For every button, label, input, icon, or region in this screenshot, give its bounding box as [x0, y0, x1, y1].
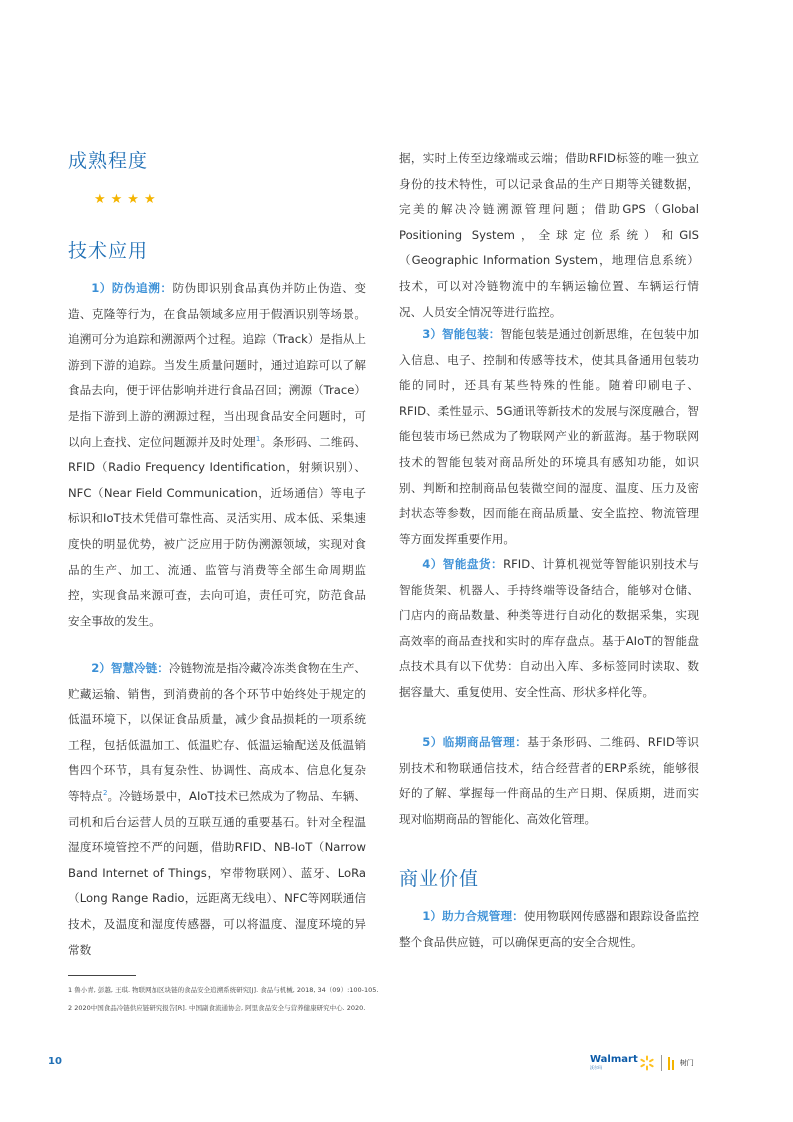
- walmart-logo: [590, 1055, 638, 1071]
- paragraph-smart-inventory: [399, 552, 699, 706]
- footnote-2: 2 2020中国食品冷链供应链研究报告[R]. 中国副食流通协会, 阿里食品安全与营养健康研究中心. 2020.: [68, 1004, 366, 1012]
- walmart-wordmark: Walmart: [590, 1054, 638, 1065]
- walmart-spark-icon: [639, 1055, 655, 1071]
- footnote-divider: [68, 975, 136, 976]
- paragraph-anti-counterfeit: [68, 276, 366, 634]
- maturity-stars: ★★★★: [94, 192, 161, 207]
- paragraph-lead: 3）智能包装：: [422, 327, 501, 341]
- paragraph-lead: 1）防伪追溯：: [91, 281, 173, 295]
- page-number: 10: [48, 1056, 62, 1067]
- paragraph-text: 智能包装是通过创新思维，在包装中加入信息、电子、控制和传感等技术，使其具备通用包装功能的同时，还具有某些特殊的性能。随着印刷电子、RFID、柔性显示、5G通讯等新技术的发展与深度融合，智能包装市场已然成为了物联网产业的新蓝海。基于物联网技术的智能包装对商品所处的环境具有感知功能，如识别、判断和控制商品包装微空间的湿度、温度、压力及密封状态等参数，因而能在商品质量、安全监控、物流管理等方面发挥重要作用。: [399, 327, 699, 546]
- paragraph-smart-packaging: [399, 322, 699, 552]
- paragraph-compliance: [399, 904, 699, 955]
- logo-divider: [661, 1055, 662, 1071]
- partner-bars-icon: [668, 1057, 674, 1070]
- footnote-1: 1 鲁小青, 彭越, 王琪. 物联网加区块链的食品安全追溯系统研究[J]. 食品与机械, 2018, 34（09）:100-105.: [68, 986, 379, 994]
- paragraph-lead: 5）临期商品管理：: [422, 735, 528, 749]
- walmart-subtitle: 沃尔玛: [590, 1065, 602, 1070]
- paragraph-lead: 2）智慧冷链：: [91, 661, 169, 675]
- partner-logo-text: 树门: [679, 1059, 694, 1067]
- paragraph-text: 。条形码、二维码、RFID（Radio Frequency Identification，射频识别）、NFC（Near Field Communication，近场通信）等电子标识和IoT技术凭借可靠性高、灵活实用、成本低、采集速度快的明显优势，被广泛应用于防伪溯源领域，实现对食品的生产、加工、流通、监管与消费等全部生命周期监控，实现食品来源可查，去向可追，责任可究，防范食品安全事故的发生。: [68, 434, 366, 628]
- paragraph-text: RFID、计算机视觉等智能识别技术与智能货架、机器人、手持终端等设备结合，能够对仓储、门店内的商品数量、种类等进行自动化的数据采集，实现高效率的商品查找和实时的库存盘点。基于AIoT的智能盘点技术具有以下优势：自动出入库、多标签同时读取、数据容量大、重复使用、安全性高、形状多样化等。: [399, 557, 699, 699]
- footnote-ref[interactable]: 2: [102, 789, 108, 798]
- paragraph-text: 冷链物流是指冷藏冷冻类食物在生产、贮藏运输、销售，到消费前的各个环节中始终处于规定的低温环境下，以保证食品质量，减少食品损耗的一项系统工程，包括低温加工、低温贮存、低温运输配送及低温销售四个环节，具有复杂性、协调性、高成本、信息化复杂等特点: [68, 661, 366, 803]
- maturity-title: 成熟程度: [68, 150, 149, 172]
- paragraph-text: 使用物联网传感器和跟踪设备监控整个食品供应链，可以确保更高的安全合规性。: [399, 909, 699, 949]
- paragraph-cold-chain: [68, 656, 366, 963]
- footnote-ref[interactable]: 1: [255, 434, 261, 443]
- paragraph-text: 基于条形码、二维码、RFID等识别技术和物联通信技术，结合经营者的ERP系统，能够很好的了解、掌握每一件商品的生产日期、保质期，进而实现对临期商品的智能化、高效化管理。: [399, 735, 699, 826]
- paragraph-cold-chain-cont: 据，实时上传至边缘端或云端；借助RFID标签的唯一独立身份的技术特性，可以记录食品的生产日期等关键数据，完美的解决冷链溯源管理问题；借助GPS（Global Positioning System，全球定位系统）和GIS（Geographic Information System，地理信息系统）技术，可以对冷链物流中的车辆运输位置、车辆运行情况、人员安全情况等进行监控。: [399, 151, 699, 319]
- paragraph-lead: 1）助力合规管理：: [422, 909, 524, 923]
- paragraph-lead: 4）智能盘货：: [422, 557, 504, 571]
- tech-application-title: 技术应用: [68, 240, 149, 262]
- business-value-title: 商业价值: [399, 868, 480, 890]
- paragraph-text: 。冷链场景中，AIoT技术已然成为了物品、车辆、司机和后台运营人员的互联互通的重要基石。针对全程温湿度环境管控不严的问题，借助RFID、NB-IoT（Narrow Band Internet of Things，窄带物联网）、蓝牙、LoRa（Long Range Radio，远距离无线电）、NFC等网联通信技术，及温度和湿度传感器，可以将温度、湿度环境的异常数: [68, 788, 366, 957]
- paragraph-expiry-management: [399, 730, 699, 832]
- paragraph-text: 防伪即识别食品真伪并防止伪造、变造、克隆等行为，在食品领域多应用于假酒识别等场景。追溯可分为追踪和溯源两个过程。追踪（Track）是指从上游到下游的追踪。当发生质量问题时，通过追踪可以了解食品去向，便于评估影响并进行食品召回；溯源（Trace）是指下游到上游的溯源过程，当出现食品安全问题时，可以向上查找、定位问题源并及时处理: [68, 281, 366, 449]
- footer-logos: [590, 1050, 694, 1076]
